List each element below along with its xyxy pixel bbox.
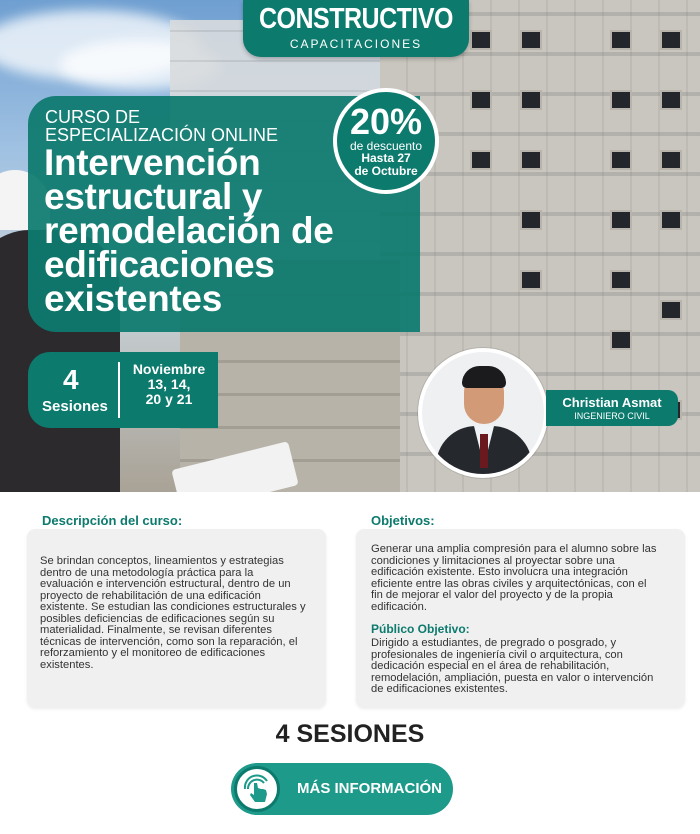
- description-line: evaluación e intervención estructural, dentro de un: [40, 578, 291, 590]
- window: [660, 210, 682, 230]
- more-info-label: MÁS INFORMACIÓN: [297, 780, 442, 797]
- instructor-name-tag: [546, 390, 678, 426]
- audience-line: profesionales de ingeniería civil o arquitectura, con: [371, 648, 623, 661]
- brand-subtitle: CAPACITACIONES: [289, 37, 423, 51]
- discount-badge: [333, 88, 439, 194]
- sessions-panel: [28, 352, 218, 428]
- course-title-line: edificaciones: [44, 244, 275, 285]
- window: [520, 210, 542, 230]
- more-info-button[interactable]: [231, 763, 453, 815]
- window: [520, 270, 542, 290]
- audience-heading: Público Objetivo:: [371, 622, 470, 636]
- instructor-role: INGENIERO CIVIL: [574, 411, 650, 421]
- description-line: existente. Se estudian las condiciones estructurales y: [40, 601, 306, 613]
- window: [660, 300, 682, 320]
- audience-line: Dirigido a estudiantes, de pregrado o posgrado, y: [371, 637, 617, 649]
- window: [610, 210, 632, 230]
- instructor-photo: [418, 348, 548, 478]
- course-title-line: remodelación de: [44, 210, 334, 251]
- window: [470, 90, 492, 110]
- discount-deadline: de Octubre: [354, 164, 418, 178]
- description-text: [40, 556, 306, 671]
- sessions-footer-heading: 4 SESIONES: [275, 720, 425, 748]
- objectives-text: [371, 544, 656, 613]
- objectives-line: eficiente entre las obras civiles y arquitectónicas, con el: [371, 577, 647, 590]
- session-dates-line: 20 y 21: [145, 391, 193, 407]
- window: [520, 90, 542, 110]
- objectives-heading: Objetivos:: [371, 513, 435, 528]
- course-title-line: estructural y: [44, 176, 263, 217]
- brand-logo: [243, 0, 469, 57]
- window: [520, 30, 542, 50]
- window: [610, 30, 632, 50]
- description-line: posibles deficiencias de edificaciones según su: [40, 612, 275, 625]
- brand-name: CONSTRUCTIVO: [259, 2, 453, 36]
- course-title-line: existentes: [44, 278, 222, 319]
- window: [610, 330, 632, 350]
- discount-text: de descuento: [349, 139, 423, 153]
- objectives-line: condiciones y limitaciones al proyectar sobre una: [371, 554, 615, 567]
- session-dates-line: Noviembre: [132, 361, 206, 377]
- window: [610, 90, 632, 110]
- window: [660, 150, 682, 170]
- audience-line: remodelación, ampliación, puesta en valor o intervención: [371, 671, 654, 684]
- objectives-line: Generar una amplia compresión para el alumno sobre las: [371, 543, 657, 555]
- sessions-label: Sesiones: [42, 398, 108, 415]
- description-line: reforzamiento y el monitoreo de edificaciones: [40, 647, 266, 659]
- description-heading: Descripción del curso:: [42, 513, 183, 528]
- course-kicker-line: CURSO DE: [45, 107, 141, 127]
- pointer-hand-icon: [234, 766, 280, 812]
- window: [520, 150, 542, 170]
- description-card: [27, 529, 326, 707]
- session-dates-line: 13, 14,: [147, 376, 191, 392]
- description-line: técnicas de intervención, como son la reparación, el: [40, 635, 298, 648]
- divider: [118, 362, 120, 418]
- objectives-line: fin de mejorar el valor del proyecto y de la propia: [371, 589, 613, 601]
- objectives-line: edificación.: [371, 600, 427, 613]
- window: [470, 150, 492, 170]
- description-line: materialidad. Finalmente, se revisan diferentes: [40, 624, 272, 636]
- window: [660, 30, 682, 50]
- discount-percent: 20%: [349, 101, 423, 142]
- objectives-line: edificación existente. Esto involucra una integración: [371, 566, 628, 578]
- hair: [462, 366, 506, 388]
- course-kicker-line: ESPECIALIZACIÓN ONLINE: [45, 125, 279, 145]
- session-dates: [123, 362, 215, 407]
- description-line: existentes.: [40, 658, 94, 671]
- audience-text: [371, 638, 653, 696]
- course-title-line: Intervención: [44, 142, 261, 183]
- window: [470, 30, 492, 50]
- audience-line: de edificaciones existentes.: [371, 683, 508, 695]
- instructor-name: Christian Asmat: [562, 395, 662, 410]
- tie: [480, 434, 488, 468]
- description-line: proyecto de rehabilitación de una edificación: [40, 589, 261, 602]
- course-kicker: [45, 108, 278, 144]
- audience-line: dedicación especial en el área de rehabilitación,: [371, 660, 610, 672]
- window: [660, 90, 682, 110]
- window: [610, 270, 632, 290]
- window: [610, 150, 632, 170]
- discount-deadline: Hasta 27: [361, 151, 411, 165]
- objectives-card: [356, 529, 685, 707]
- description-line: Se brindan conceptos, lineamientos y estrategias: [40, 555, 284, 567]
- description-line: dentro de una metodología práctica para la: [40, 566, 254, 579]
- sessions-count: 4: [63, 364, 79, 395]
